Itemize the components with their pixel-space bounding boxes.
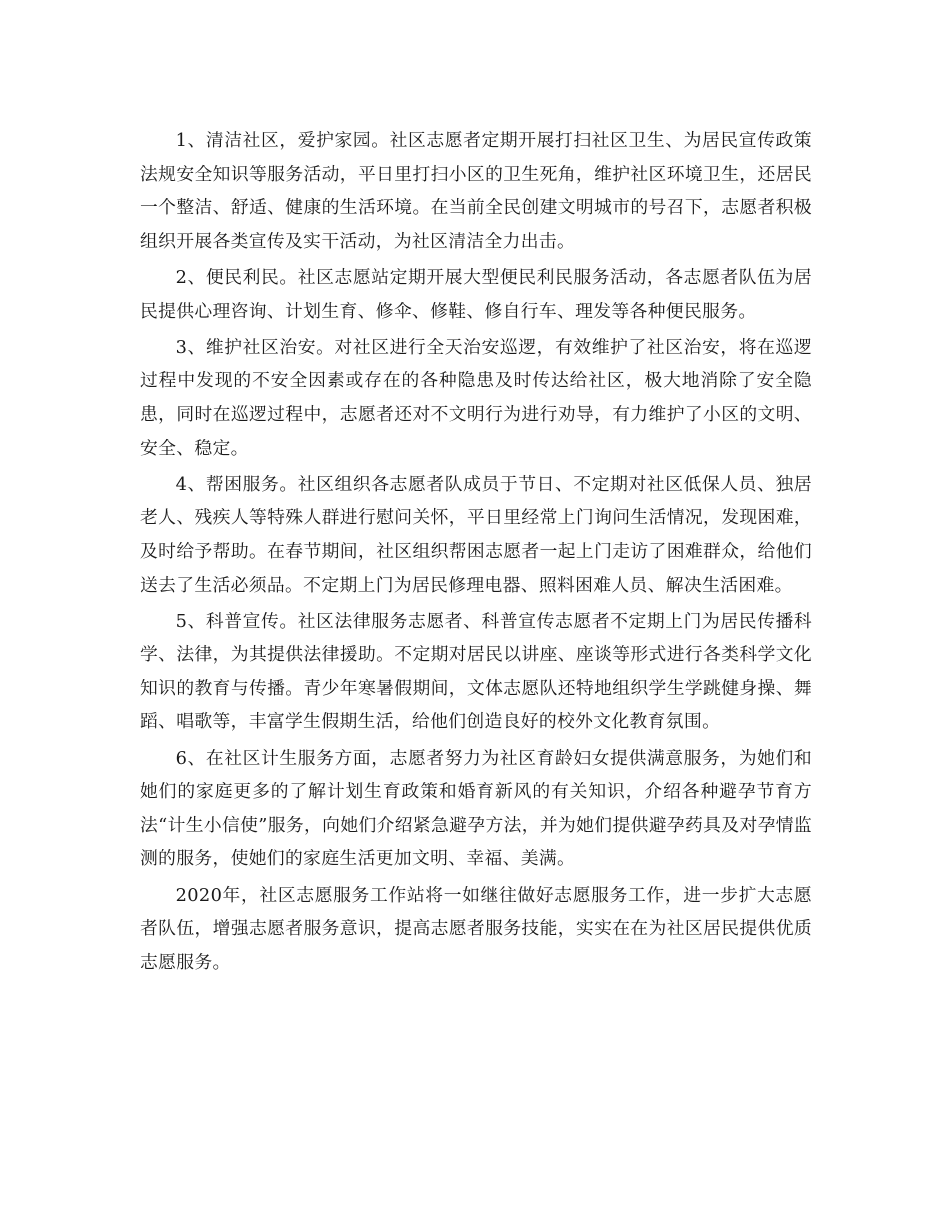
- paragraph-family-planning: 6、在社区计生服务方面，志愿者努力为社区育龄妇女提供满意服务，为她们和她们的家庭更多的了解计划生育政策和婚育新风的有关知识，介绍各种避孕节育方法“计生小信使”服务，向她们介绍紧急避孕方法，并为她们提供避孕药具及对孕情监测的服务，使她们的家庭生活更加文明、幸福、美满。: [140, 747, 812, 870]
- paragraph-security: 3、维护社区治安。对社区进行全天治安巡逻，有效维护了社区治安，将在巡逻过程中发现的不安全因素或存在的各种隐患及时传达给社区，极大地消除了安全隐患，同时在巡逻过程中，志愿者还对不文明行为进行劝导，有力维护了小区的文明、安全、稳定。: [140, 336, 812, 459]
- paragraph-cleaning: 1、清洁社区，爱护家园。社区志愿者定期开展打扫社区卫生、为居民宣传政策法规安全知识等服务活动，平日里打扫小区的卫生死角，维护社区环境卫生，还居民一个整洁、舒适、健康的生活环境。在当前全民创建文明城市的号召下，志愿者积极组织开展各类宣传及实干活动，为社区清洁全力出击。: [140, 130, 812, 252]
- paragraph-science-publicity: 5、科普宣传。社区法律服务志愿者、科普宣传志愿者不定期上门为居民传播科学、法律，为其提供法律援助。不定期对居民以讲座、座谈等形式进行各类科学文化知识的教育与传播。青少年寒暑假期间，文体志愿队还特地组织学生学跳健身操、舞蹈、唱歌等，丰富学生假期生活，给他们创造良好的校外文化教育氛围。: [140, 610, 812, 733]
- document-body: [140, 124, 812, 982]
- paragraph-assistance: 4、帮困服务。社区组织各志愿者队成员于节日、不定期对社区低保人员、独居老人、残疾人等特殊人群进行慰问关怀，平日里经常上门询问生活情况，发现困难，及时给予帮助。在春节期间，社区组织帮困志愿者一起上门走访了困难群众，给他们送去了生活必须品。不定期上门为居民修理电器、照料困难人员、解决生活困难。: [140, 473, 812, 596]
- paragraph-2020-plan: 2020年，社区志愿服务工作站将一如继往做好志愿服务工作，进一步扩大志愿者队伍，增强志愿者服务意识，提高志愿者服务技能，实实在在为社区居民提供优质志愿服务。: [140, 884, 812, 973]
- paragraph-convenience: 2、便民利民。社区志愿站定期开展大型便民利民服务活动，各志愿者队伍为居民提供心理咨询、计划生育、修伞、修鞋、修自行车、理发等各种便民服务。: [140, 266, 812, 322]
